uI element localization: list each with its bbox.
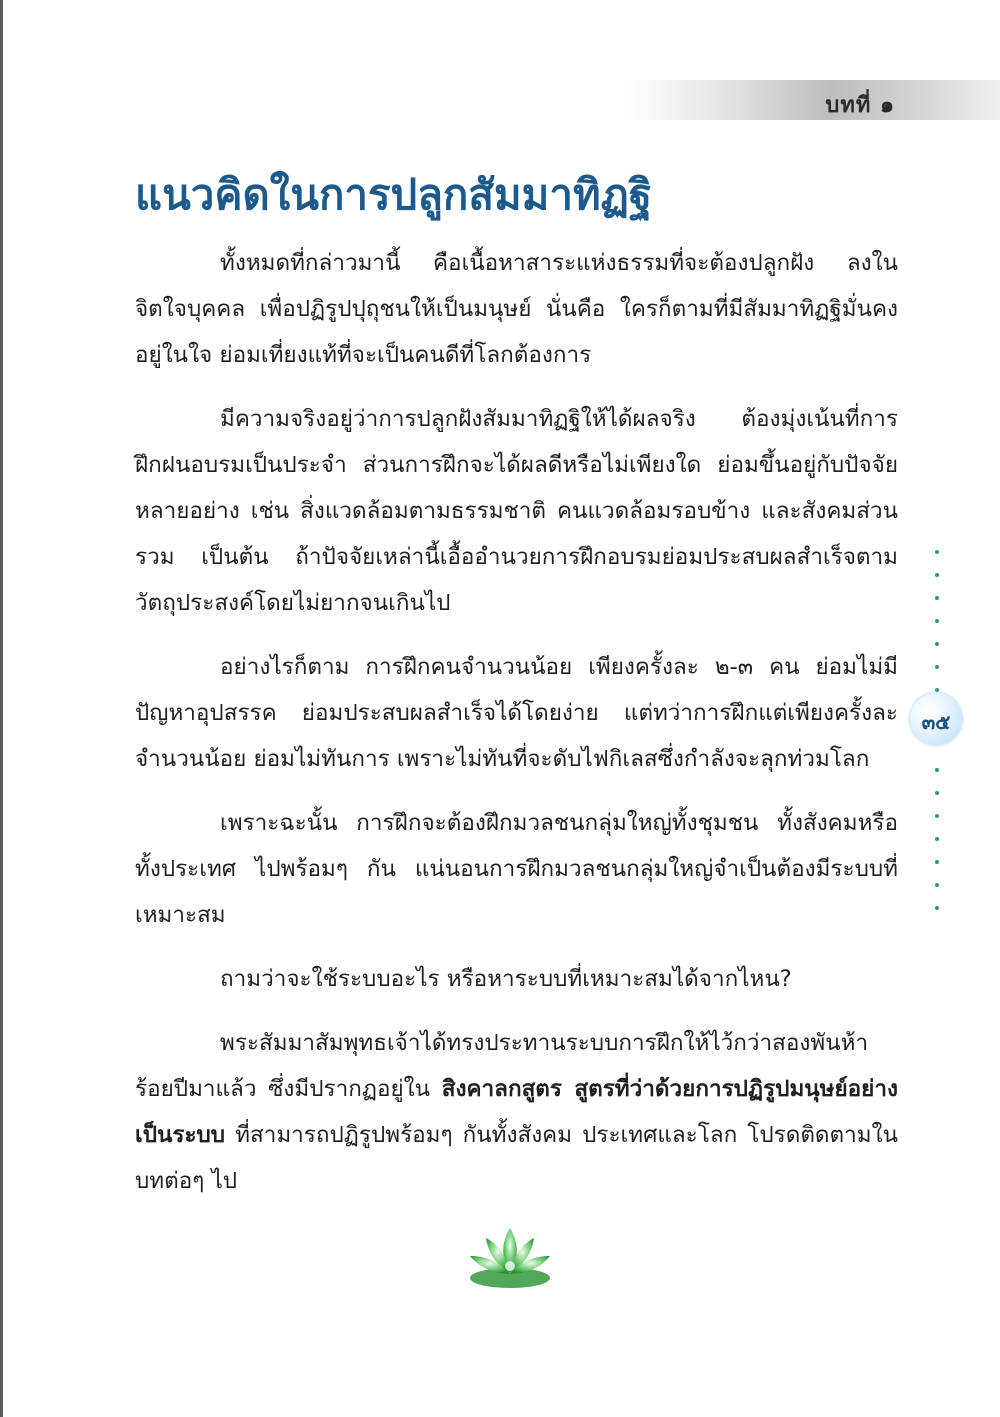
- margin-dot: [935, 906, 939, 910]
- paragraph-1: ทั้งหมดที่กล่าวมานี้ คือเนื้อหาสาระแห่งธรรมที่จะต้องปลูกฝัง ลงในจิตใจบุคคล เพื่อปฏิรูปปุถุชนให้เป็นมนุษย์ นั่นคือ ใครก็ตามที่มีสัมมาทิฏฐิมั่นคงอยู่ในใจ ย่อมเที่ยงแท้ที่จะเป็นคนดีที่โลกต้องการ: [135, 250, 898, 368]
- margin-dot: [935, 814, 939, 818]
- paragraph-4: เพราะฉะนั้น การฝึกจะต้องฝึกมวลชนกลุ่มใหญ่ทั้งชุมชน ทั้งสังคมหรือทั้งประเทศ ไปพร้อมๆ กัน แน่นอนการฝึกมวลชนกลุ่มใหญ่จำเป็นต้องมีระบบที่เหมาะสม: [135, 810, 898, 928]
- paragraph-2: มีความจริงอยู่ว่าการปลูกฝังสัมมาทิฏฐิให้ได้ผลจริง ต้องมุ่งเน้นที่การฝึกฝนอบรมเป็นประจำ ส่วนการฝึกจะได้ผลดีหรือไม่เพียงใด ย่อมขึ้นอยู่กับปัจจัยหลายอย่าง เช่น สิ่งแวดล้อมตามธรรมชาติ คนแวดล้อมรอบข้าง และสังคมส่วนรวม เป็นต้น ถ้าปัจจัยเหล่านี้เอื้ออำนวยการฝึกอบรมย่อมประสบผลสำเร็จตามวัตถุประสงค์โดยไม่ยากจนเกินไป: [135, 406, 898, 616]
- margin-dot: [935, 883, 939, 887]
- margin-dots-upper: [932, 550, 942, 711]
- paragraph-5: ถามว่าจะใช้ระบบอะไร หรือหาระบบที่เหมาะสมได้จากไหน?: [220, 966, 792, 992]
- paragraph-6: [135, 1020, 898, 1204]
- margin-dot: [935, 860, 939, 864]
- margin-dot: [935, 619, 939, 623]
- page-title: แนวคิดในการปลูกสัมมาทิฏฐิ: [135, 170, 653, 219]
- page-number-badge: [910, 693, 962, 745]
- margin-dot: [935, 791, 939, 795]
- margin-dot: [935, 573, 939, 577]
- margin-dot: [935, 768, 939, 772]
- paragraph-6-bold: สิงคาลกสูตร สูตรที่ว่าด้วยการปฏิรูปมนุษย์อย่างเป็นระบบ: [135, 1076, 898, 1148]
- paragraph-6-start: พระสัมมาสัมพุทธเจ้าได้ทรงประทานระบบการฝึกให้ไว้กว่าสองพันห้าร้อยปีมาแล้ว ซึ่งมีปรากฏอยู่ใน: [135, 1030, 869, 1102]
- chapter-header-band: [625, 80, 1000, 120]
- margin-dot: [935, 550, 939, 554]
- margin-dot: [935, 688, 939, 692]
- margin-dot: [935, 837, 939, 841]
- page-number: ๓๕: [921, 710, 951, 734]
- paragraph-6-end: ที่สามารถปฏิรูปพร้อมๆ กันทั้งสังคม ประเทศและโลก โปรดติดตามในบทต่อๆ ไป: [135, 1122, 898, 1194]
- margin-dot: [935, 665, 939, 669]
- paragraph-3: อย่างไรก็ตาม การฝึกคนจำนวนน้อย เพียงครั้งละ ๒-๓ คน ย่อมไม่มีปัญหาอุปสรรค ย่อมประสบผลสำเร็จได้โดยง่าย แต่ทว่าการฝึกแต่เพียงครั้งละจำนวนน้อย ย่อมไม่ทันการ เพราะไม่ทันที่จะดับไฟกิเลสซึ่งกำลังจะลุกท่วมโลก: [135, 654, 898, 772]
- margin-dots-lower: [932, 768, 942, 929]
- lotus-icon: [466, 1222, 554, 1292]
- margin-dot: [935, 642, 939, 646]
- page-left-border: [0, 0, 3, 1417]
- body-text: [135, 240, 898, 1222]
- margin-dot: [935, 596, 939, 600]
- chapter-label: บทที่ ๑: [825, 93, 895, 118]
